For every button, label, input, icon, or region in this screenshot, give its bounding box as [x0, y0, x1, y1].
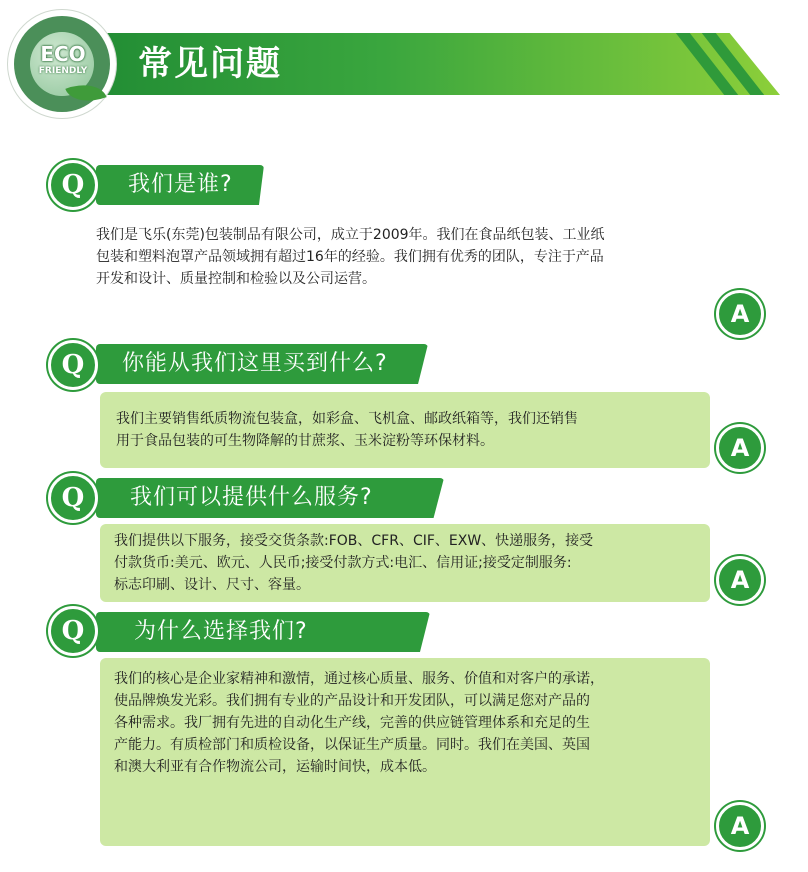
answer-line: 付款货币:美元、欧元、人民币;接受付款方式:电汇、信用证;接受定制服务: [114, 555, 572, 571]
answer-text [96, 224, 716, 290]
eco-friendly-badge [8, 10, 116, 118]
answer-line: 我们的核心是企业家精神和激情，通过核心质量、服务、价值和对客户的承诺， [114, 671, 604, 687]
answer-icon: A [716, 290, 764, 338]
question-title: 我们可以提供什么服务? [130, 485, 373, 510]
answer-line: 和澳大利亚有合作物流公司，运输时间快，成本低。 [114, 759, 436, 775]
page-title: 常见问题 [138, 44, 282, 84]
answer-icon: A [716, 556, 764, 604]
question-icon: Q [48, 606, 98, 656]
answer-line: 用于食品包装的可生物降解的甘蔗浆、玉米淀粉等环保材料。 [116, 433, 494, 449]
question-title: 你能从我们这里买到什么? [122, 351, 388, 376]
answer-box [100, 524, 710, 602]
answer-line: 产能力。有质检部门和质检设备，以保证生产质量。同时。我们在美国、英国 [114, 737, 590, 753]
question-icon: Q [48, 473, 98, 523]
question-icon: Q [48, 160, 98, 210]
answer-icon: A [716, 802, 764, 850]
answer-line: 各种需求。我厂拥有先进的自动化生产线，完善的供应链管理体系和充足的生 [114, 715, 590, 731]
answer-icon: A [716, 424, 764, 472]
answer-line: 使品牌焕发光彩。我们拥有专业的产品设计和开发团队，可以满足您对产品的 [114, 693, 590, 709]
answer-line: 包装和塑料泡罩产品领域拥有超过16年的经验。我们拥有优秀的团队，专注于产品 [96, 249, 604, 265]
answer-line: 我们是飞乐(东莞)包装制品有限公司，成立于2009年。我们在食品纸包装、工业纸 [96, 227, 605, 243]
badge-main-text: ECO [40, 42, 86, 66]
answer-line: 开发和设计、质量控制和检验以及公司运营。 [96, 271, 376, 287]
question-title: 为什么选择我们? [134, 619, 308, 644]
answer-line: 我们提供以下服务，接受交货条款:FOB、CFR、CIF、EXW、快递服务，接受 [114, 533, 594, 549]
question-title: 我们是谁? [128, 172, 233, 197]
answer-box [100, 658, 710, 846]
answer-box [100, 392, 710, 468]
question-icon: Q [48, 340, 98, 390]
answer-line: 标志印刷、设计、尺寸、容量。 [114, 577, 310, 593]
answer-line: 我们主要销售纸质物流包装盒，如彩盒、飞机盒、邮政纸箱等，我们还销售 [116, 411, 578, 427]
badge-sub-text: FRIENDLY [38, 66, 88, 76]
